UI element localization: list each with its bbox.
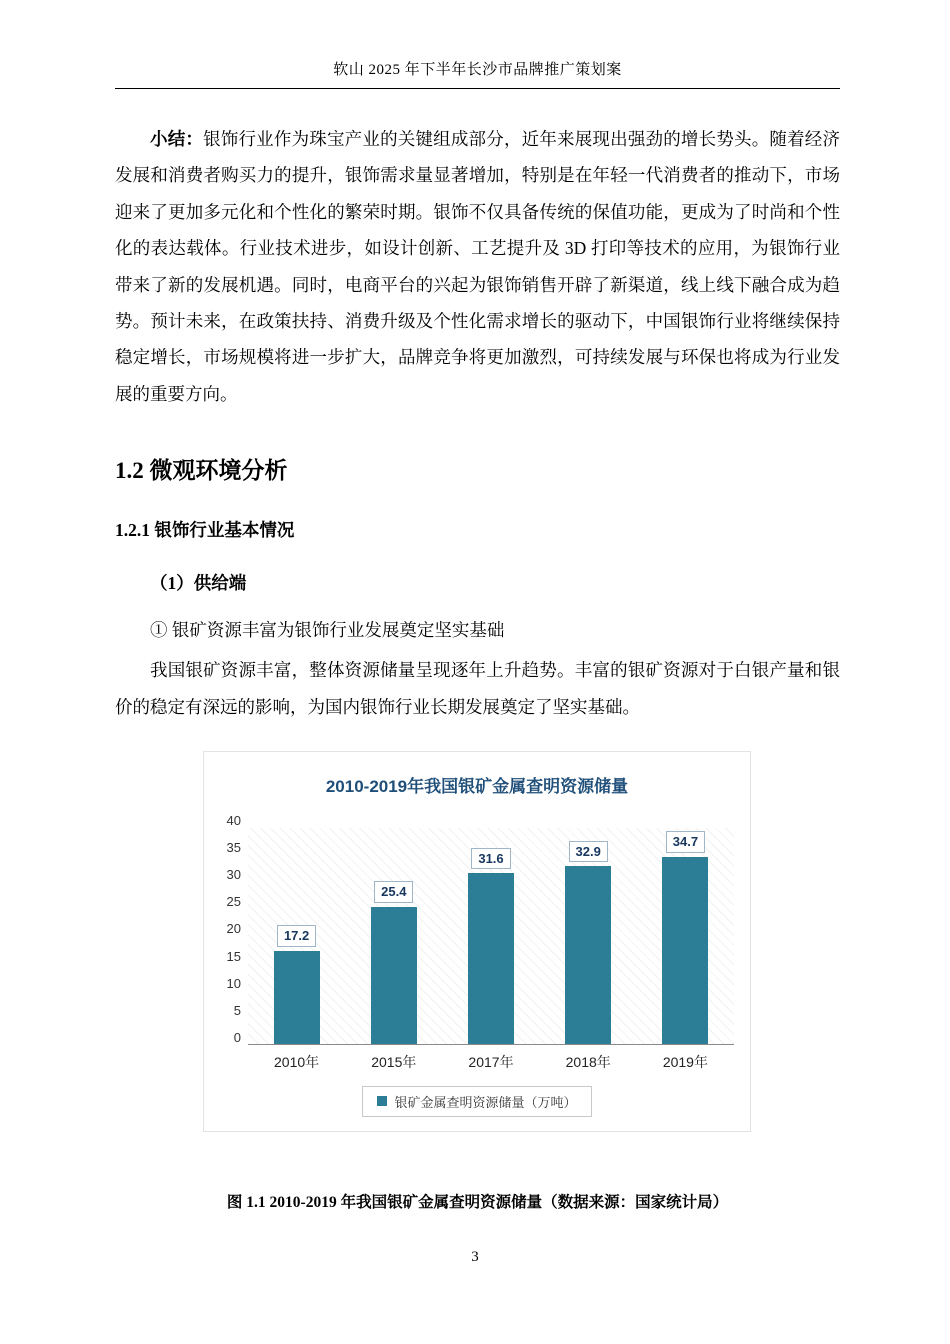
x-tick-label: 2015年 <box>371 1053 417 1070</box>
bar-chart <box>203 751 751 1132</box>
bar-column <box>345 828 442 1044</box>
y-tick-label: 15 <box>226 948 241 964</box>
figure-caption: 图 1.1 2010-2019 年我国银矿金属查明资源储量（数据来源：国家统计局） <box>226 1193 729 1211</box>
y-tick-label: 10 <box>226 975 241 991</box>
x-tick-label: 2010年 <box>274 1053 320 1070</box>
bar-value-label: 32.9 <box>569 841 608 863</box>
numbered-point-1: ① 银矿资源丰富为银饰行业发展奠定坚实基础 <box>150 620 505 641</box>
bar-value-label: 25.4 <box>374 881 413 903</box>
chart-body <box>220 813 734 1045</box>
x-axis <box>248 1052 734 1072</box>
y-tick-label: 20 <box>226 921 241 937</box>
bar-column <box>540 828 637 1044</box>
y-tick-label: 25 <box>226 894 241 910</box>
legend-swatch-icon <box>377 1096 387 1106</box>
y-tick-label: 35 <box>226 840 241 856</box>
x-tick-label: 2019年 <box>662 1053 708 1070</box>
bar <box>468 873 514 1044</box>
legend-row <box>220 1086 734 1117</box>
summary-text: 银饰行业作为珠宝产业的关键组成部分，近年来展现出强劲的增长势头。随着经济发展和消费者购买力的提升，银饰需求量显著增加，特别是在年轻一代消费者的推动下，市场迎来了更加多元化和个性化的繁荣时期。银饰不仅具备传统的保值功能，更成为了时尚和个性化的表达载体。行业技术进步，如设计创新、工艺提升及 3D 打印等技术的应用，为银饰行业带来了新的发展机遇。同时，电商平台的兴起为银饰销售开辟了新渠道，线上线下融合成为趋势。预计未来，在政策扶持、消费升级及个性化需求增长的驱动下，中国银饰行业将继续保持稳定增长，市场规模将进一步扩大，品牌竞争将更加激烈，可持续发展与环保也将成为行业发展的重要方向。 <box>115 129 840 404</box>
bar <box>565 866 611 1044</box>
summary-paragraph <box>115 121 840 412</box>
y-tick-label: 0 <box>233 1029 241 1045</box>
summary-lead: 小结： <box>150 129 204 149</box>
chart-title: 2010-2019年我国银矿金属查明资源储量 <box>325 776 629 796</box>
x-tick-label: 2017年 <box>468 1053 514 1070</box>
bar-value-label: 17.2 <box>277 925 316 947</box>
bar <box>662 857 708 1044</box>
plot-area <box>248 828 734 1045</box>
legend-label: 银矿金属查明资源储量（万吨） <box>394 1094 577 1110</box>
x-tick-label: 2018年 <box>565 1053 611 1070</box>
legend <box>362 1086 591 1117</box>
bar-value-label: 34.7 <box>666 831 705 853</box>
y-axis <box>220 813 248 1045</box>
header-title: 软山 2025 年下半年长沙市品牌推广策划案 <box>333 62 622 78</box>
page-number: 3 <box>471 1249 479 1265</box>
y-tick-label: 40 <box>226 812 241 828</box>
bar-column <box>637 828 734 1044</box>
bars <box>248 828 734 1044</box>
page-header <box>115 58 840 89</box>
bar-column <box>442 828 539 1044</box>
bar <box>371 907 417 1044</box>
body-paragraph: 我国银矿资源丰富，整体资源储量呈现逐年上升趋势。丰富的银矿资源对于白银产量和银价的稳定有深远的影响，为国内银饰行业长期发展奠定了坚实基础。 <box>115 660 840 717</box>
bar-value-label: 31.6 <box>471 848 510 870</box>
section-heading-1-2-1: 1.2.1 银饰行业基本情况 <box>115 520 295 541</box>
section-heading-1-2: 1.2 微观环境分析 <box>115 458 288 484</box>
y-tick-label: 30 <box>226 867 241 883</box>
bar <box>274 951 320 1044</box>
bar-column <box>248 828 345 1044</box>
subsection-heading-supply: （1）供给端 <box>150 573 247 594</box>
y-tick-label: 5 <box>233 1002 241 1018</box>
